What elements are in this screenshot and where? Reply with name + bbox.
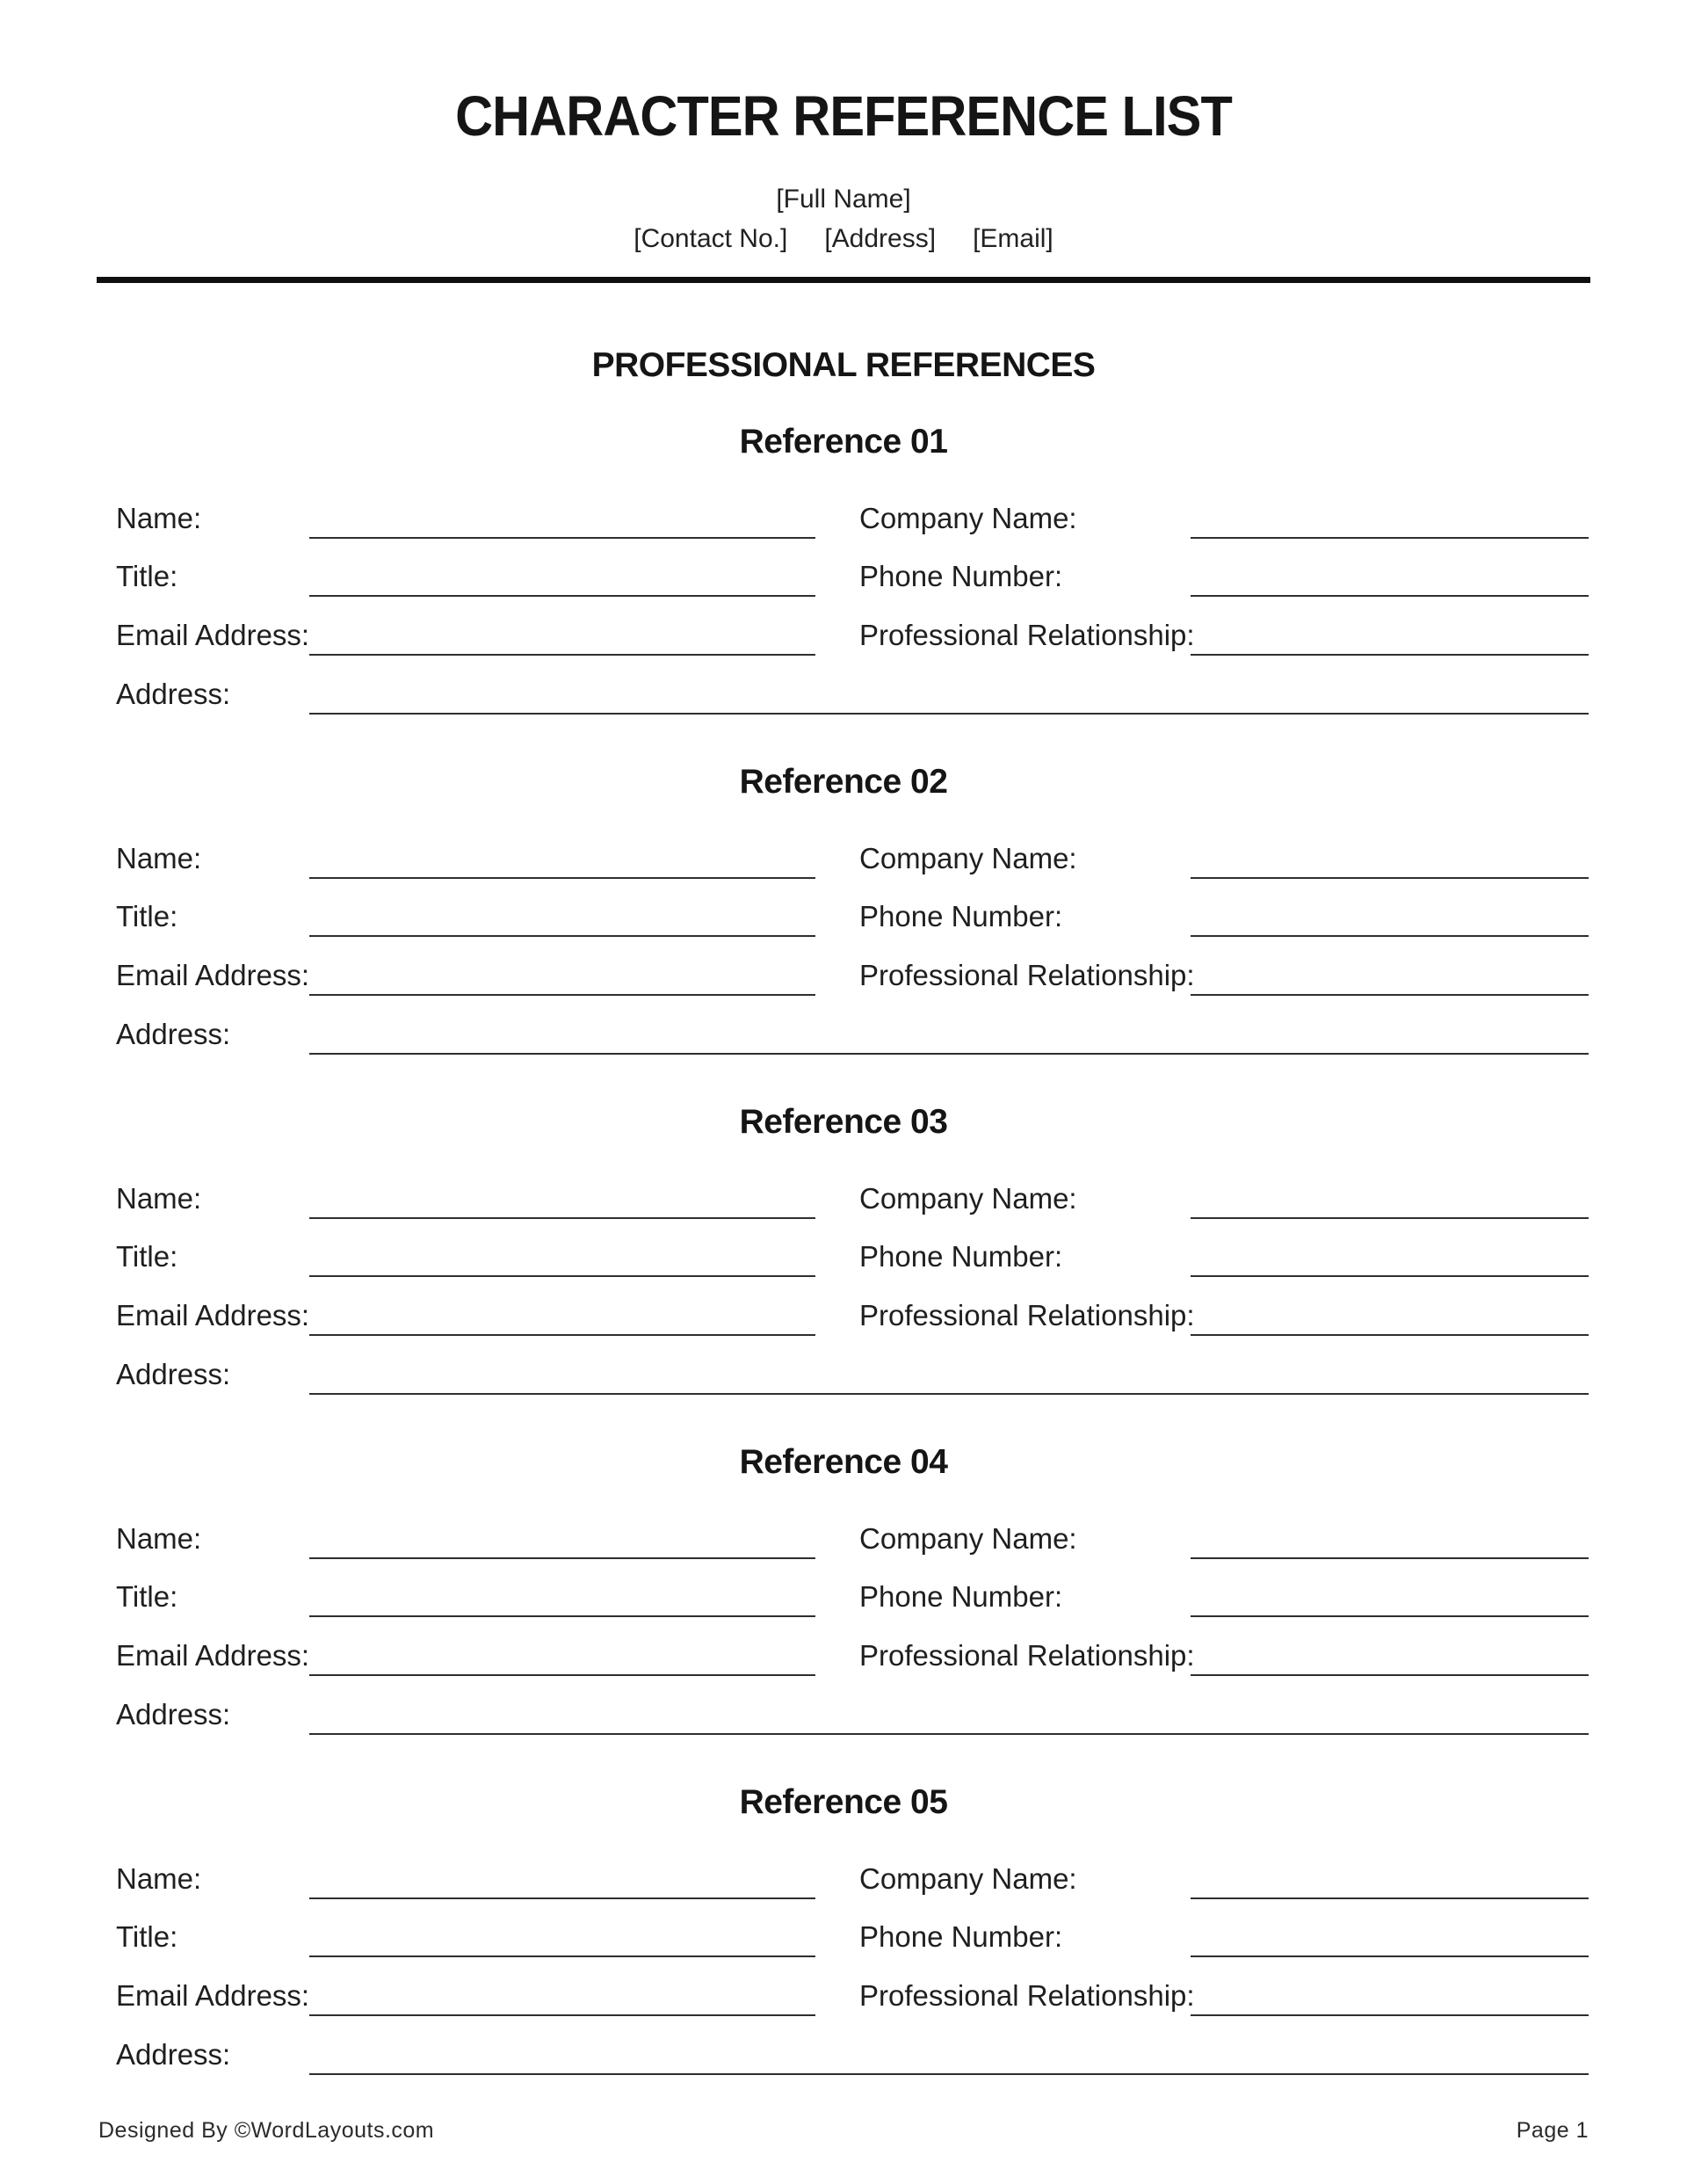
professional-relationship-input-line[interactable] [1191, 2014, 1589, 2016]
email-address-input-line[interactable] [309, 2014, 815, 2016]
header-divider-rule [97, 277, 1590, 283]
address-input-line[interactable] [309, 2073, 1589, 2075]
title-label: Title: [116, 1240, 178, 1273]
designed-by-credit: Designed By ©WordLayouts.com [98, 2118, 435, 2143]
full-name-placeholder: [Full Name] [776, 185, 911, 214]
professional-relationship-label: Professional Relationship: [859, 1639, 1195, 1672]
professional-relationship-label: Professional Relationship: [859, 1299, 1195, 1331]
company-name-label: Company Name: [859, 502, 1077, 534]
address-input-line[interactable] [309, 1733, 1589, 1735]
title-input-line[interactable] [309, 595, 815, 597]
company-name-input-line[interactable] [1191, 1557, 1589, 1559]
phone-number-input-line[interactable] [1191, 1275, 1589, 1277]
phone-number-input-line[interactable] [1191, 935, 1589, 937]
name-label: Name: [116, 1862, 202, 1895]
reference-heading: Reference 03 [739, 1103, 948, 1141]
title-label: Title: [116, 560, 178, 592]
reference-heading: Reference 01 [739, 423, 948, 461]
contact-info-line [0, 222, 1687, 256]
title-input-line[interactable] [309, 1615, 815, 1617]
name-input-line[interactable] [309, 877, 815, 879]
professional-relationship-label: Professional Relationship: [859, 1979, 1195, 2012]
phone-number-label: Phone Number: [859, 1920, 1063, 1953]
name-input-line[interactable] [309, 537, 815, 539]
address-input-line[interactable] [309, 713, 1589, 715]
phone-number-input-line[interactable] [1191, 1955, 1589, 1957]
address-label: Address: [116, 2038, 231, 2071]
phone-number-label: Phone Number: [859, 900, 1063, 932]
address-input-line[interactable] [309, 1393, 1589, 1395]
contact-no-placeholder: [Contact No.] [634, 224, 788, 253]
company-name-input-line[interactable] [1191, 877, 1589, 879]
phone-number-label: Phone Number: [859, 1580, 1063, 1613]
company-name-input-line[interactable] [1191, 1217, 1589, 1219]
email-address-label: Email Address: [116, 959, 310, 991]
email-address-label: Email Address: [116, 619, 310, 651]
phone-number-label: Phone Number: [859, 560, 1063, 592]
name-input-line[interactable] [309, 1897, 815, 1899]
phone-number-label: Phone Number: [859, 1240, 1063, 1273]
email-placeholder: [Email] [973, 224, 1053, 253]
email-address-input-line[interactable] [309, 654, 815, 656]
title-input-line[interactable] [309, 1275, 815, 1277]
name-label: Name: [116, 1522, 202, 1555]
name-label: Name: [116, 502, 202, 534]
title-input-line[interactable] [309, 1955, 815, 1957]
address-label: Address: [116, 1018, 231, 1050]
address-label: Address: [116, 678, 231, 710]
company-name-input-line[interactable] [1191, 1897, 1589, 1899]
address-input-line[interactable] [309, 1053, 1589, 1055]
company-name-input-line[interactable] [1191, 537, 1589, 539]
email-address-input-line[interactable] [309, 994, 815, 996]
page-number: Page 1 [1516, 2118, 1589, 2143]
professional-relationship-input-line[interactable] [1191, 1674, 1589, 1676]
title-label: Title: [116, 1580, 178, 1613]
professional-relationship-label: Professional Relationship: [859, 959, 1195, 991]
company-name-label: Company Name: [859, 1862, 1077, 1895]
email-address-label: Email Address: [116, 1299, 310, 1331]
name-label: Name: [116, 1182, 202, 1215]
company-name-label: Company Name: [859, 842, 1077, 874]
email-address-input-line[interactable] [309, 1674, 815, 1676]
section-heading: PROFESSIONAL REFERENCES [591, 346, 1096, 384]
professional-relationship-label: Professional Relationship: [859, 619, 1195, 651]
professional-relationship-input-line[interactable] [1191, 654, 1589, 656]
professional-relationship-input-line[interactable] [1191, 1334, 1589, 1336]
company-name-label: Company Name: [859, 1182, 1077, 1215]
professional-relationship-input-line[interactable] [1191, 994, 1589, 996]
email-address-label: Email Address: [116, 1639, 310, 1672]
title-label: Title: [116, 1920, 178, 1953]
title-input-line[interactable] [309, 935, 815, 937]
name-input-line[interactable] [309, 1557, 815, 1559]
document-title: CHARACTER REFERENCE LIST [455, 84, 1232, 148]
email-address-input-line[interactable] [309, 1334, 815, 1336]
address-label: Address: [116, 1698, 231, 1731]
company-name-label: Company Name: [859, 1522, 1077, 1555]
phone-number-input-line[interactable] [1191, 595, 1589, 597]
address-label: Address: [116, 1358, 231, 1390]
reference-heading: Reference 04 [739, 1443, 948, 1481]
email-address-label: Email Address: [116, 1979, 310, 2012]
title-label: Title: [116, 900, 178, 932]
name-input-line[interactable] [309, 1217, 815, 1219]
reference-heading: Reference 02 [739, 763, 948, 801]
reference-heading: Reference 05 [739, 1783, 948, 1821]
phone-number-input-line[interactable] [1191, 1615, 1589, 1617]
address-placeholder: [Address] [824, 224, 937, 253]
name-label: Name: [116, 842, 202, 874]
